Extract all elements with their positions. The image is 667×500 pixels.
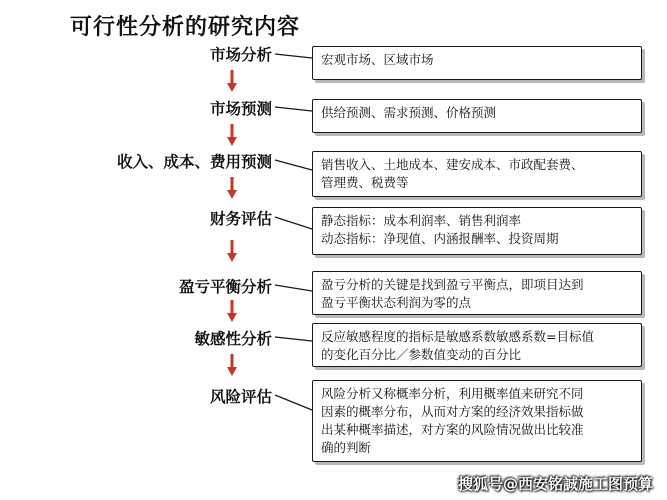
down-arrow-icon	[227, 124, 237, 146]
step-label-sensitivity-analysis: 敏感性分析	[194, 330, 272, 348]
connector-line	[275, 160, 312, 170]
connector-line	[275, 395, 312, 410]
box-line: 宏观市场、区域市场	[321, 52, 434, 67]
description-box-risk-assessment	[312, 380, 642, 462]
box-line: 动态指标：净现值、内涵报酬率、投资周期	[321, 231, 559, 246]
step-label-risk-assessment: 风险评估	[209, 388, 272, 406]
box-line: 因素的概率分布，从而对方案的经济效果指标做	[321, 404, 584, 419]
box-line: 反应敏感程度的指标是敏感系数敏感系数=目标值	[321, 329, 594, 344]
step-label-market-analysis: 市场分析	[209, 46, 272, 64]
box-line: 确的判断	[321, 440, 372, 455]
description-box-income-cost-forecast	[312, 151, 642, 197]
description-box-market-analysis	[312, 46, 642, 80]
down-arrow-icon	[227, 177, 237, 199]
connector-line	[275, 217, 312, 229]
description-box-market-forecast	[312, 99, 642, 133]
box-line: 盈亏分析的关键是找到盈亏平衡点，即项目达到	[321, 277, 584, 292]
step-label-financial-evaluation: 财务评估	[209, 210, 272, 228]
connector-line	[275, 107, 312, 111]
box-line: 的变化百分比／参数值变动的百分比	[321, 347, 522, 362]
box-line: 盈亏平衡状态利润为零的点	[321, 295, 472, 310]
connector-line	[275, 54, 312, 58]
down-arrow-icon	[227, 70, 237, 92]
box-line: 销售收入、土地成本、建安成本、市政配套费、	[321, 157, 584, 172]
box-line: 管理费、税费等	[321, 175, 409, 190]
description-box-sensitivity-analysis	[312, 323, 642, 367]
watermark: 搜狐号@西安铭誠施工图预算	[457, 475, 653, 493]
down-arrow-icon	[227, 240, 237, 262]
down-arrow-icon	[227, 354, 237, 376]
step-label-income-cost-forecast: 收入、成本、费用预测	[116, 153, 272, 171]
description-box-financial-evaluation	[312, 207, 642, 255]
step-label-market-forecast: 市场预测	[209, 100, 272, 118]
description-box-breakeven-analysis	[312, 271, 642, 315]
box-line: 供给预测、需求预测、价格预测	[321, 105, 497, 120]
down-arrow-icon	[227, 300, 237, 322]
diagram-title: 可行性分析的研究内容	[70, 15, 301, 40]
box-line: 风险分析又称概率分析，利用概率值来研究不同	[321, 386, 584, 401]
step-label-breakeven-analysis: 盈亏平衡分析	[178, 278, 272, 296]
connector-line	[275, 285, 312, 291]
connector-line	[275, 337, 312, 341]
box-line: 出某种概率描述，对方案的风险情况做出比较准	[321, 422, 584, 437]
box-line: 静态指标：成本利润率、销售利润率	[321, 213, 522, 228]
